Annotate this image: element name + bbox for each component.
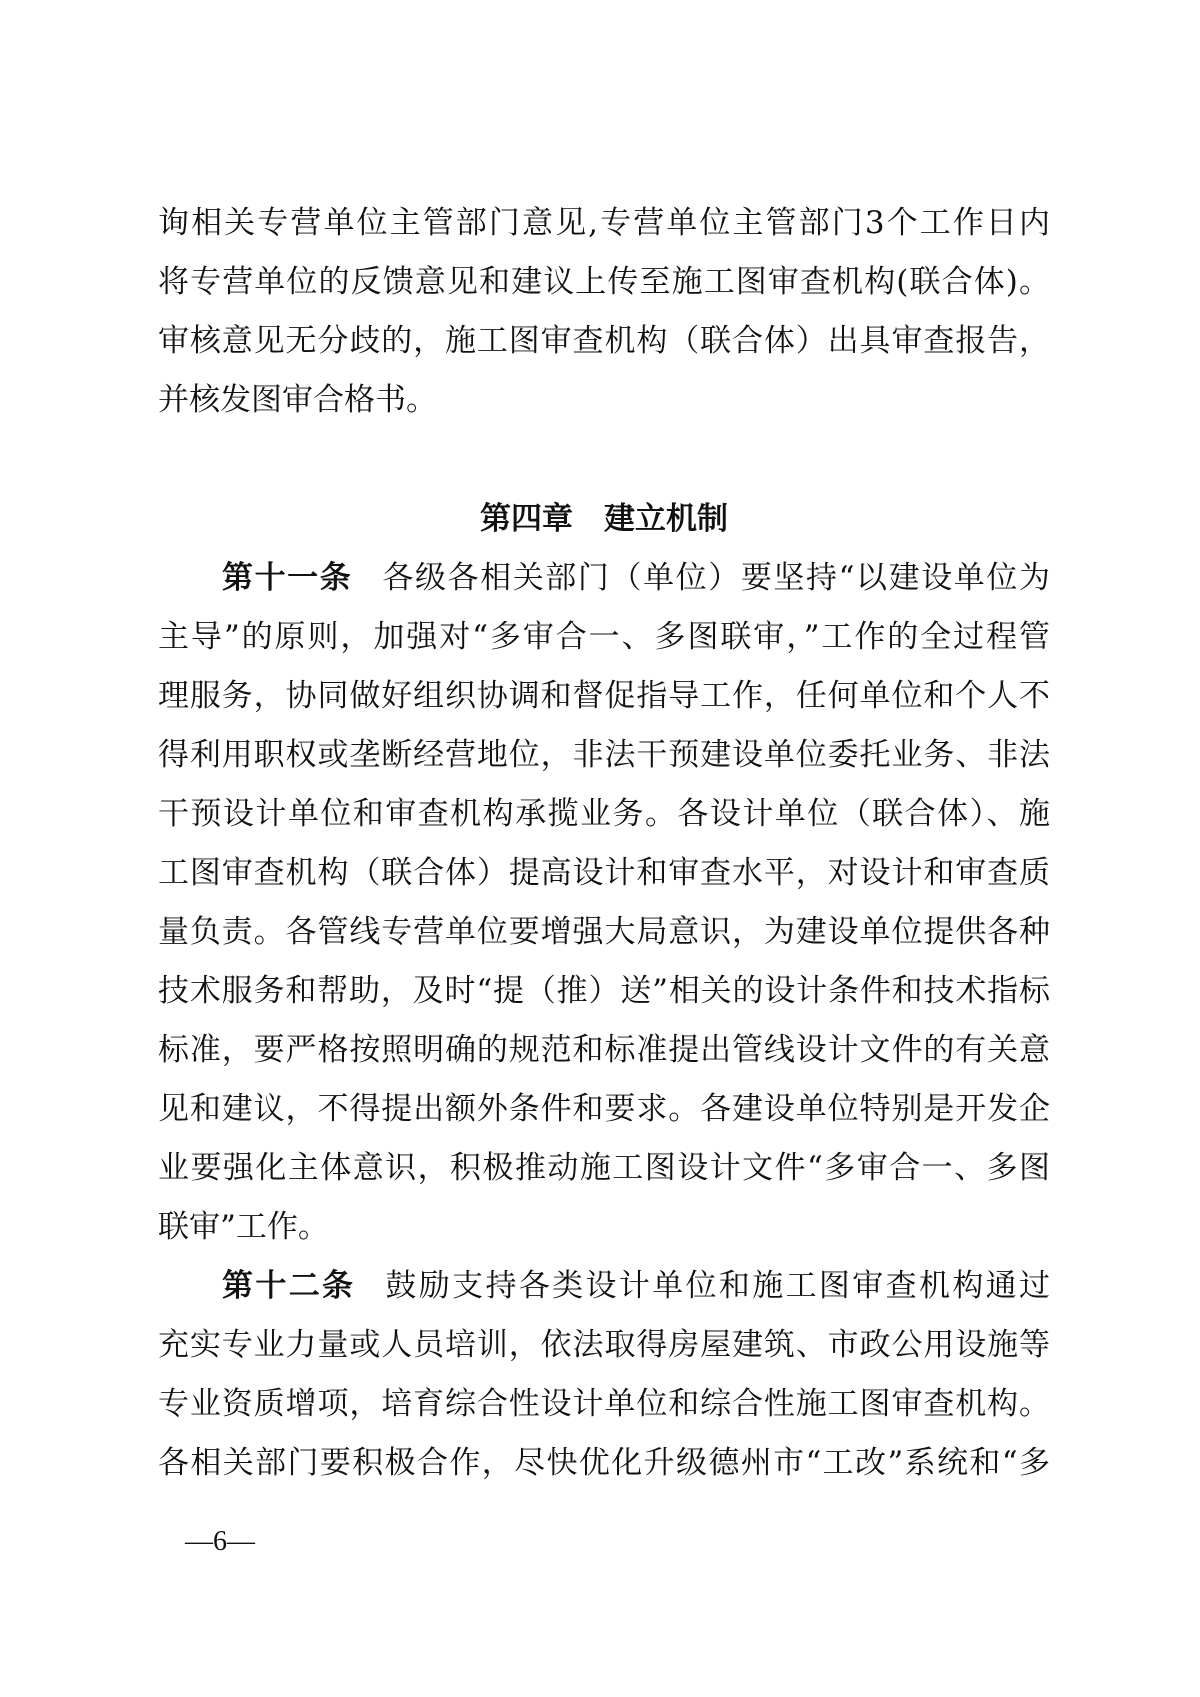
text-line: 工图审查机构（联合体）提高设计和审查水平，对设计和审查质 bbox=[158, 855, 1050, 891]
text-line: 联审”工作。 bbox=[158, 1209, 329, 1245]
page-number: —6— bbox=[185, 1526, 255, 1557]
article-11 bbox=[158, 549, 1050, 1257]
text-line bbox=[158, 549, 1050, 608]
text-line: 业要强化主体意识，积极推动施工图设计文件“多审合一、多图 bbox=[158, 1150, 1050, 1186]
text-line: 见和建议，不得提出额外条件和要求。各建设单位特别是开发企 bbox=[158, 1091, 1050, 1127]
text-line: 询相关专营单位主管部门意见,专营单位主管部门3个工作日内 bbox=[158, 205, 1050, 241]
text-line: 标准，要严格按照明确的规范和标准提出管线设计文件的有关意 bbox=[158, 1032, 1050, 1068]
text-span: 鼓励支持各类设计单位和施工图审查机构通过 bbox=[385, 1268, 1051, 1304]
text-line: 主导”的原则，加强对“多审合一、多图联审，”工作的全过程管 bbox=[158, 619, 1050, 655]
text-span: 各级各相关部门（单位）要坚持“以建设单位为 bbox=[382, 560, 1050, 596]
article-12 bbox=[158, 1257, 1050, 1493]
article-label: 第十一条 bbox=[222, 560, 353, 596]
text-line: 充实专业力量或人员培训，依法取得房屋建筑、市政公用设施等 bbox=[158, 1327, 1050, 1363]
text-line: 得利用职权或垄断经营地位，非法干预建设单位委托业务、非法 bbox=[158, 737, 1050, 773]
document-page bbox=[158, 194, 1050, 1493]
paragraph-continued bbox=[158, 194, 1050, 430]
article-label: 第十二条 bbox=[222, 1268, 356, 1304]
text-line: 并核发图审合格书。 bbox=[158, 382, 437, 418]
text-line: 技术服务和帮助，及时“提（推）送”相关的设计条件和技术指标 bbox=[158, 973, 1050, 1009]
text-line: 各相关部门要积极合作，尽快优化升级德州市“工改”系统和“多 bbox=[158, 1445, 1050, 1481]
text-line: 审核意见无分歧的，施工图审查机构（联合体）出具审查报告， bbox=[158, 323, 1050, 359]
text-line: 理服务，协同做好组织协调和督促指导工作，任何单位和个人不 bbox=[158, 678, 1050, 714]
text-line: 干预设计单位和审查机构承揽业务。各设计单位（联合体）、施 bbox=[158, 796, 1050, 832]
text-line bbox=[158, 1257, 1050, 1316]
text-line: 专业资质增项，培育综合性设计单位和综合性施工图审查机构。 bbox=[158, 1386, 1050, 1422]
text-line: 量负责。各管线专营单位要增强大局意识，为建设单位提供各种 bbox=[158, 914, 1050, 950]
chapter-heading: 第四章 建立机制 bbox=[480, 501, 728, 537]
text-line: 将专营单位的反馈意见和建议上传至施工图审查机构(联合体)。 bbox=[158, 264, 1050, 300]
